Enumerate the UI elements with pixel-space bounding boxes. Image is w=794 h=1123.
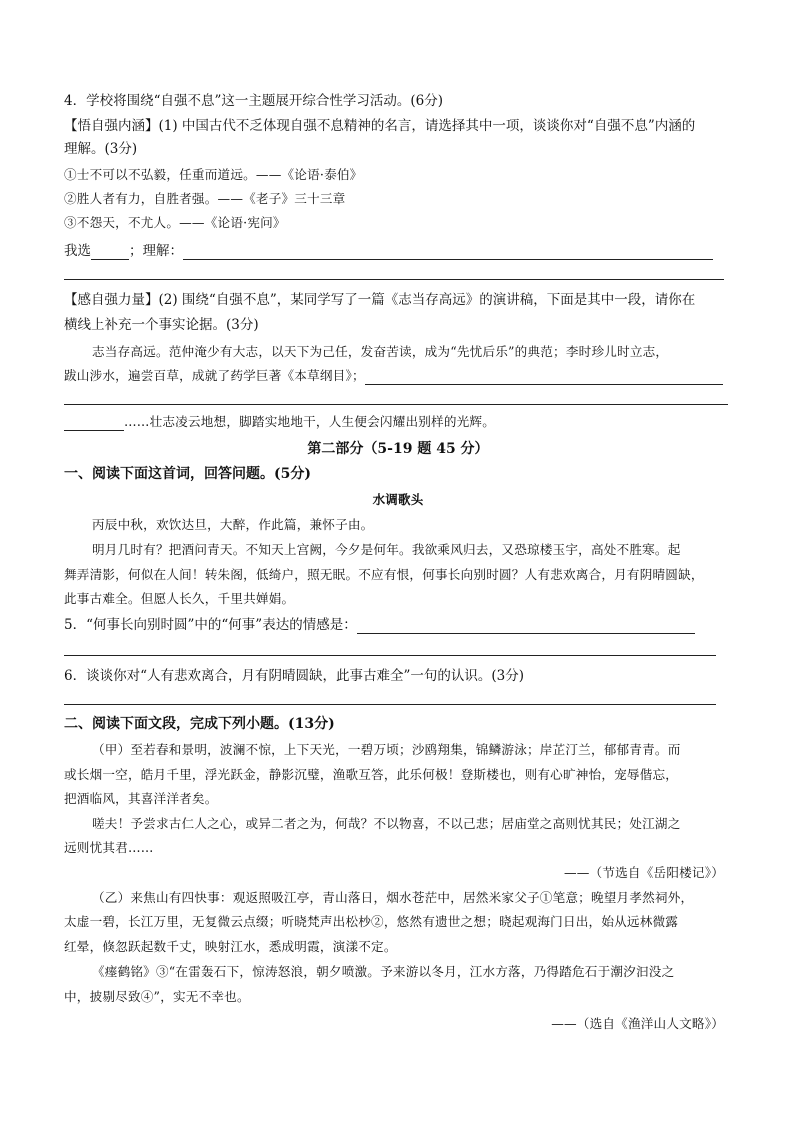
quote-1: ①士不可以不弘毅，任重而道远。——《论语·泰伯》 xyxy=(64,167,363,182)
answer-line xyxy=(64,242,713,260)
q4-part2-prompt-cont: 横线上补充一个事实论据。(3分) xyxy=(64,317,259,333)
quote-3: ③不怨天，不尤人。——《论语·宪问》 xyxy=(64,215,286,230)
q5-text: 5．“何事长向别时圆”中的“何事”表达的情感是： xyxy=(64,617,357,633)
passage-jia-line-3: 把酒临风，其喜洋洋者矣。 xyxy=(64,791,218,806)
passage-jia-line-4: 嗟夫！予尝求古仁人之心，或异二者之为，何哉？不以物喜，不以己悲；居庙堂之高则忧其民；处江湖之 xyxy=(92,816,681,831)
q4-part2-prompt: 【感自强力量】(2) 围绕“自强不息”，某同学写了一篇《志当存高远》的演讲稿，下面是其中一段，请你在 xyxy=(64,292,696,308)
poem-preface: 丙辰中秋，欢饮达旦，大醉，作此篇，兼怀子由。 xyxy=(92,517,374,532)
quote-2: ②胜人者有力，自胜者强。——《老子》三十三章 xyxy=(64,191,346,206)
q6-text: 6．谈谈你对“人有悲欢离合，月有阴晴圆缺，此事古难全”一句的认识。(3分) xyxy=(64,668,525,684)
passage-jia-line-2: 或长烟一空，皓月千里，浮光跃金，静影沉璧，渔歌互答，此乐何极！登斯楼也，则有心旷神怡，宠辱偕忘， xyxy=(64,767,679,782)
passage-yi-line-5: 中，披剔尽致④”，实无不幸也。 xyxy=(64,989,250,1004)
choose-blank[interactable] xyxy=(91,244,129,260)
q5-rule[interactable] xyxy=(64,655,716,656)
speech-text-3: ……壮志凌云地想，脚踏实地地干，人生便会闪耀出别样的光辉。 xyxy=(124,414,496,429)
passage-jia-source: ——（节选自《岳阳楼记》） xyxy=(563,865,724,880)
q5-line xyxy=(64,616,695,634)
section1-title: 一、阅读下面这首词，回答问题。(5分) xyxy=(64,466,311,482)
speech-line-1: 志当存高远。范仲淹少有大志，以天下为己任，发奋苦读，成为“先忧后乐”的典范；李时珍儿时立志， xyxy=(92,344,669,359)
poem-line-1: 明月几时有？把酒问青天。不知天上宫阙，今夕是何年。我欲乘风归去，又恐琼楼玉宇，高处不胜寒。起 xyxy=(92,542,681,557)
q6-rule[interactable] xyxy=(64,704,716,705)
speech-line-2 xyxy=(64,367,723,385)
speech-text-2: 跋山涉水，遍尝百草，成就了药学巨著《本草纲目》； xyxy=(64,368,365,383)
q4-part1-prompt-cont: 理解。(3分) xyxy=(64,141,138,157)
poem-line-3: 此事古难全。但愿人长久，千里共婵娟。 xyxy=(64,591,295,606)
answer-rule[interactable] xyxy=(64,279,724,280)
poem-line-2: 舞弄清影，何似在人间！转朱阁，低绮户，照无眠。不应有恨，何事长向别时圆？人有悲欢离合，月有阴晴圆缺， xyxy=(64,567,704,582)
speech-line-3 xyxy=(64,413,495,431)
poem-title: 水调歌头 xyxy=(372,492,424,507)
evidence-blank-2[interactable] xyxy=(64,415,124,431)
part2-header: 第二部分（5-19 题 45 分） xyxy=(307,441,489,457)
passage-yi-line-3: 红晕，倏忽跃起数千丈，映射江水，悉成明霞，演漾不定。 xyxy=(64,939,397,954)
passage-jia-line-1: （甲）至若春和景明，波澜不惊，上下天光，一碧万顷；沙鸥翔集，锦鳞游泳；岸芷汀兰，郁郁青青。而 xyxy=(92,742,681,757)
passage-yi-line-2: 太虚一碧，长江万里，无复微云点缀；听晓梵声出松杪②，悠然有遗世之想；晓起观海门日出，始从远林微露 xyxy=(64,914,679,929)
passage-yi-line-4: 《瘗鹤铭》③“在雷轰石下，惊涛怒浪，朝夕喷激。予来游以冬月，江水方落，乃得踏危石于潮汐汩没之 xyxy=(92,964,675,979)
section2-title: 二、阅读下面文段，完成下列小题。(13分) xyxy=(64,716,335,732)
q4-part1-prompt: 【悟自强内涵】(1) 中国古代不乏体现自强不息精神的名言，请选择其中一项，谈谈你对“自强不息”内涵的 xyxy=(64,118,696,134)
choose-label: 我选 xyxy=(64,243,91,259)
passage-yi-source: ——（选自《渔洋山人文略》） xyxy=(551,1016,724,1031)
evidence-rule[interactable] xyxy=(64,404,728,405)
evidence-blank[interactable] xyxy=(365,369,723,385)
understand-label: ；理解： xyxy=(129,243,183,259)
q4-stem: 4．学校将围绕“自强不息”这一主题展开综合性学习活动。(6分) xyxy=(64,93,444,109)
understand-blank[interactable] xyxy=(183,244,713,260)
passage-yi-line-1: （乙）来焦山有四快事：观返照吸江亭，青山落日，烟水苍茫中，居然米家父子①笔意；晚望月孝然祠外， xyxy=(92,890,694,905)
passage-jia-line-5: 远则忧其君…… xyxy=(64,840,154,855)
q5-blank[interactable] xyxy=(357,618,695,634)
